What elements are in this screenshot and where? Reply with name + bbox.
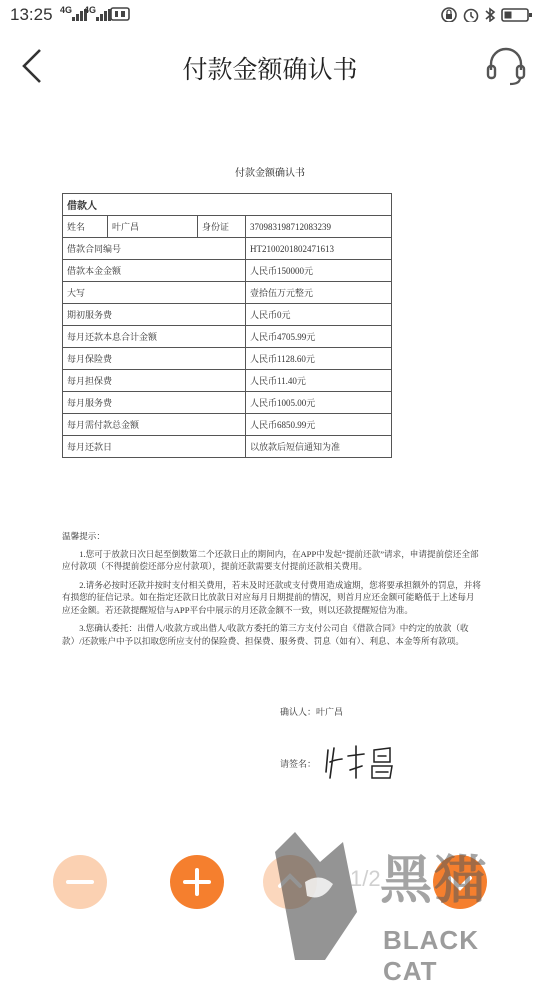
- confirm-line: [280, 705, 343, 718]
- row-value: 壹拾伍万元整元: [246, 282, 392, 304]
- battery-icon: [501, 6, 533, 22]
- row-value: 人民币4705.99元: [246, 326, 392, 348]
- table-row: [63, 348, 392, 370]
- sign-line: [280, 757, 316, 770]
- table-row: [63, 436, 392, 458]
- row-label: 期初服务费: [63, 304, 246, 326]
- table-row: [63, 370, 392, 392]
- status-time: 13:25: [10, 5, 53, 24]
- row-value: 人民币0元: [246, 304, 392, 326]
- table-row: [63, 238, 392, 260]
- network-type-1: 4G: [60, 5, 73, 15]
- row-value: 人民币1005.00元: [246, 392, 392, 414]
- row-value: 人民币6850.99元: [246, 414, 392, 436]
- name-value: 叶广昌: [108, 216, 198, 238]
- table-row: [63, 216, 392, 238]
- section-header: 借款人: [63, 194, 392, 216]
- confirm-name: 叶广昌: [316, 707, 344, 717]
- row-value: 人民币1128.60元: [246, 348, 392, 370]
- sign-label: 请签名：: [280, 759, 317, 769]
- note-item: 3.您确认委托：出借人/收款方或出借人/收款方委托的第三方支付公司自《借款合同》中约定的放款（收款）/还款账户中予以扣取您所应支付的保险费、担保费、服务费、罚息（如有）、利息、本金等所有款项。: [62, 623, 469, 646]
- table-row: [63, 260, 392, 282]
- table-row: [63, 282, 392, 304]
- table-row: [63, 304, 392, 326]
- row-value: 人民币150000元: [246, 260, 392, 282]
- row-label: 每月保险费: [63, 348, 246, 370]
- id-label: 身份证: [198, 216, 246, 238]
- table-row: [63, 194, 392, 216]
- note-item: 1.您可于放款日次日起至倒数第二个还款日止的期间内，在APP中发起“提前还款”请求，申请提前偿还全部应付款项（不得提前偿还部分应付款项），提前还款需要支付提前还款相关费用。: [62, 548, 479, 571]
- hd-icon: [110, 6, 130, 22]
- row-label: 每月还款本息合计金额: [63, 326, 246, 348]
- page-title: 付款金额确认书: [182, 56, 358, 84]
- row-value: 以放款后短信通知为准: [246, 436, 392, 458]
- network-type-2: 4G: [84, 5, 97, 15]
- name-label: 姓名: [63, 216, 108, 238]
- row-label: 借款本金金额: [63, 260, 246, 282]
- row-label: 借款合同编号: [63, 238, 246, 260]
- zoom-out-button[interactable]: [53, 855, 107, 909]
- loan-details-table: [62, 193, 392, 458]
- plus-icon: [170, 855, 224, 909]
- notes-heading: 温馨提示：: [62, 531, 105, 541]
- page-indicator: 1/2: [350, 866, 381, 891]
- document-title: 付款金额确认书: [235, 168, 305, 179]
- id-value: 370983198712083239: [246, 216, 392, 238]
- table-row: [63, 326, 392, 348]
- table-row: [63, 414, 392, 436]
- signal-icon-2: [96, 9, 111, 21]
- table-row: [63, 392, 392, 414]
- handwritten-signature: [320, 740, 410, 782]
- note-item: 2.请务必按时还款并按时支付相关费用，若未及时还款或支付费用造成逾期，您将要承担额外的罚息，并将有损您的征信记录。如在指定还款日比放款日对应每月日期提前的情况，则首月应还金额可能略低于上述每月应还金额。若还款提醒短信与APP平台中展示的月还款金额不一致，则以还款提醒短信为准。: [62, 579, 481, 615]
- row-label: 每月担保费: [63, 370, 246, 392]
- zoom-in-button[interactable]: [170, 855, 224, 909]
- row-value: 人民币11.40元: [246, 370, 392, 392]
- watermark-english: BLACK CAT: [383, 925, 479, 986]
- row-label: 每月服务费: [63, 392, 246, 414]
- row-label: 每月还款日: [63, 436, 246, 458]
- watermark-chinese: 黑猫: [380, 851, 489, 911]
- notes-section: [62, 530, 482, 653]
- headset-icon[interactable]: [484, 44, 528, 88]
- confirm-label: 确认人：: [280, 707, 317, 717]
- dnd-icon: [440, 6, 458, 22]
- app-header: [0, 30, 540, 103]
- row-label: 每月需付款总金额: [63, 414, 246, 436]
- row-label: 大写: [63, 282, 246, 304]
- bluetooth-icon: [484, 6, 496, 22]
- row-value: HT2100201802471613: [246, 238, 392, 260]
- alarm-icon: [462, 6, 480, 22]
- status-bar: [0, 0, 540, 30]
- minus-icon: [53, 855, 107, 909]
